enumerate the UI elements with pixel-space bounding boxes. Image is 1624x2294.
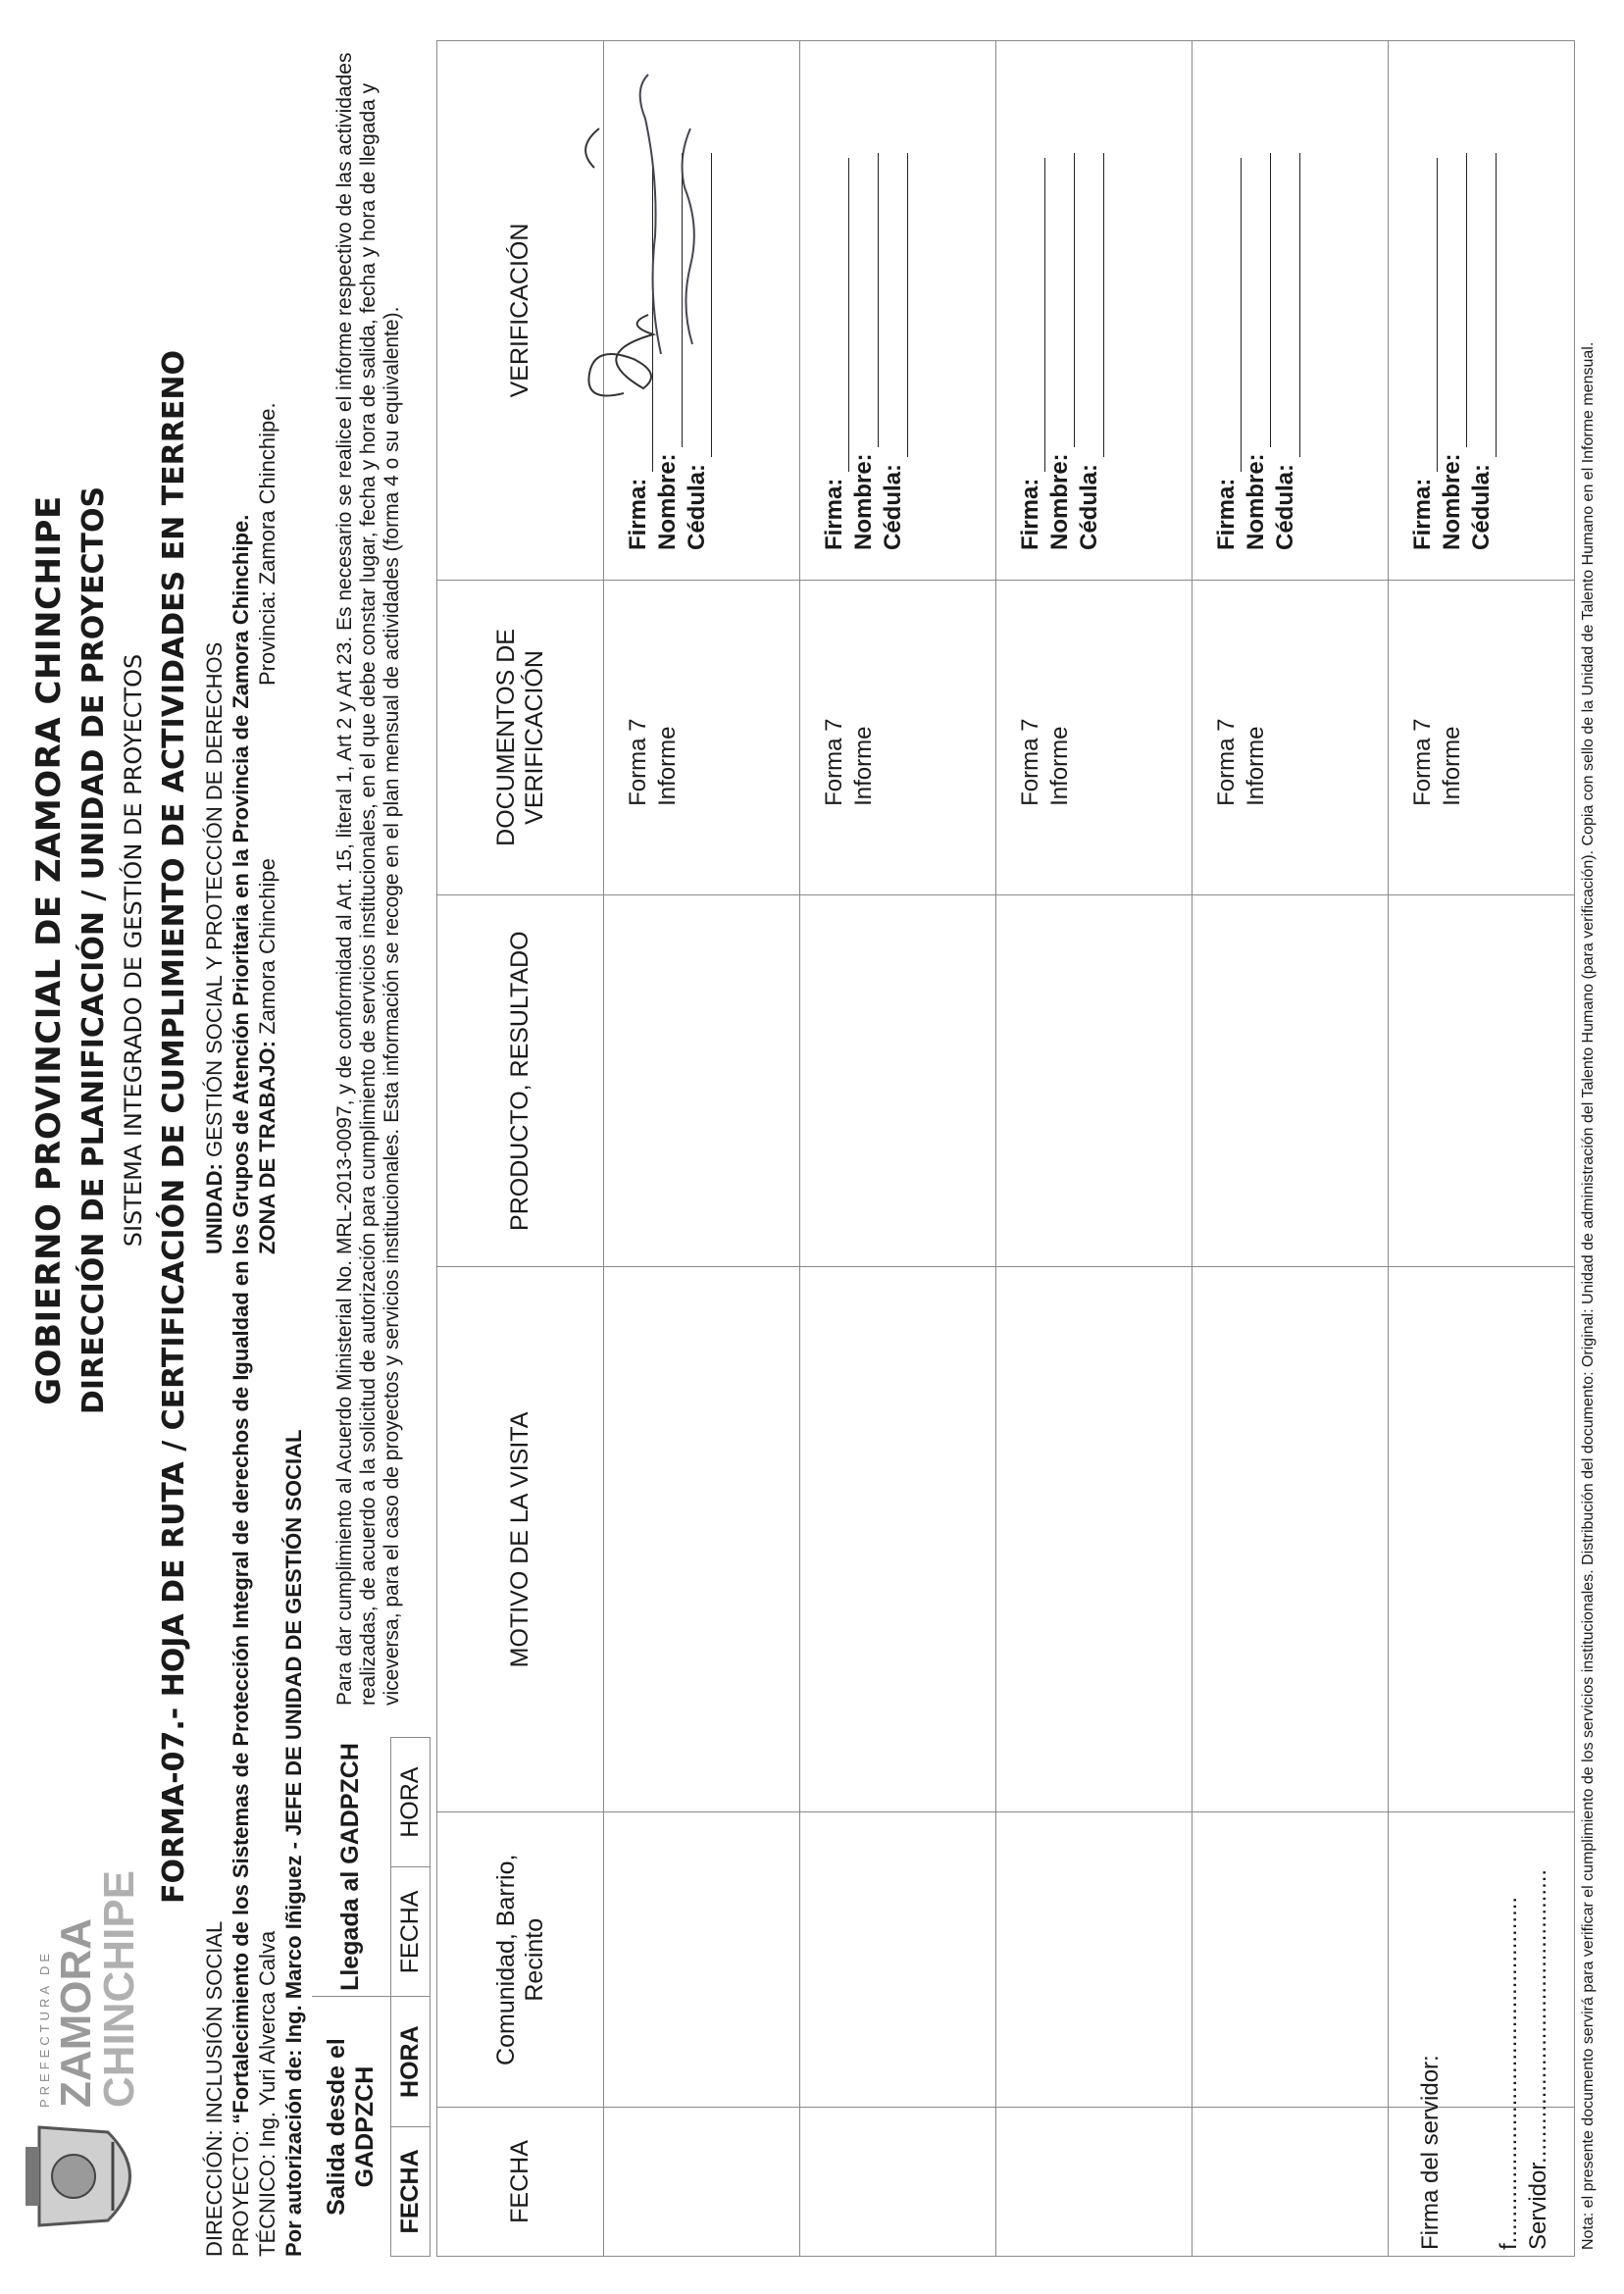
unidad-value: GESTIÓN SOCIAL Y PROTECCIÓN DE DERECHOS <box>202 641 227 1157</box>
cedula-label: Cédula: <box>1468 464 1495 551</box>
llegada-fecha-header: FECHA <box>390 1867 430 1997</box>
servidor-line[interactable]: Servidor............................................. <box>1525 1868 1551 2250</box>
direccion-row <box>201 1921 228 2257</box>
nombre-label: Nombre: <box>1439 453 1465 551</box>
doc-forma: Forma 7 <box>1409 718 1436 806</box>
table-row <box>800 41 996 2257</box>
firma-line[interactable] <box>823 158 849 472</box>
provincia-label: Provincia: <box>255 590 279 686</box>
nombre-label: Nombre: <box>654 453 681 551</box>
doc-forma: Forma 7 <box>821 718 847 806</box>
proyecto-row <box>228 515 254 2257</box>
cell-verificacion[interactable] <box>1389 41 1575 581</box>
col-verificacion: VERIFICACIÓN <box>437 41 604 581</box>
nombre-label: Nombre: <box>850 453 877 551</box>
direccion-label: DIRECCIÓN: <box>202 2129 227 2257</box>
footer-note: Nota: el presente documento servirá para verificar el cumplimiento de los servicios institucionales. Distribución del documento: Original: Unidad de administración del Talento Humano (para verificación). Copia con sello de la Unidad de Talento Humano en el Informe mensual. <box>1580 341 1597 2250</box>
schedule-table <box>312 1737 431 2257</box>
header-line2: DIRECCIÓN DE PLANIFICACIÓN / UNIDAD DE PROYECTOS <box>76 485 111 1415</box>
unidad-row <box>201 642 228 1254</box>
firma-servidor-label: Firma del servidor: <box>1417 2055 1444 2250</box>
firma-line[interactable] <box>1411 158 1438 472</box>
cell-motivo[interactable] <box>800 1267 996 1812</box>
zona-value: Zamora Chinchipe <box>255 858 279 1035</box>
nombre-line[interactable] <box>852 153 879 447</box>
doc-forma: Forma 7 <box>1213 718 1240 806</box>
cell-documentos <box>604 581 800 895</box>
col-comunidad: Comunidad, Barrio, Recinto <box>437 1812 604 2108</box>
col-producto: PRODUCTO, RESULTADO <box>437 894 604 1267</box>
institution-logo <box>20 1869 167 2235</box>
tecnico-label: TÉCNICO: <box>255 2153 279 2257</box>
cell-fecha[interactable] <box>1193 2107 1389 2256</box>
table-row <box>604 41 800 2257</box>
cell-comunidad[interactable] <box>996 1812 1193 2108</box>
provincia-value: Zamora Chinchipe. <box>255 402 279 586</box>
unidad-label: UNIDAD: <box>202 1163 227 1254</box>
table-row <box>996 41 1193 2257</box>
cedula-line[interactable] <box>1470 153 1497 457</box>
cell-fecha[interactable] <box>996 2107 1193 2256</box>
firma-line[interactable]: f..................................................... <box>1496 1896 1522 2250</box>
col-fecha: FECHA <box>437 2107 604 2256</box>
cell-motivo[interactable] <box>1193 1267 1389 1812</box>
tecnico-value: Ing. Yuri Alverca Calva <box>255 1930 279 2148</box>
cedula-label: Cédula: <box>684 464 710 551</box>
zona-row <box>254 858 280 1254</box>
cell-fecha[interactable] <box>604 2107 800 2256</box>
cell-verificacion[interactable] <box>604 41 800 581</box>
firma-label: Firma: <box>1213 478 1240 551</box>
firma-label: Firma: <box>625 478 651 551</box>
activities-table <box>436 40 1575 2257</box>
cell-motivo[interactable] <box>1389 1267 1575 1812</box>
logo-line1: ZAMORA <box>52 1917 100 2108</box>
cell-documentos <box>996 581 1193 895</box>
tecnico-row <box>254 1931 280 2257</box>
firma-label: Firma: <box>821 478 847 551</box>
cell-comunidad[interactable] <box>800 1812 996 2108</box>
cedula-line[interactable] <box>1078 153 1104 457</box>
cell-documentos <box>1389 581 1575 895</box>
col-motivo: MOTIVO DE LA VISITA <box>437 1267 604 1812</box>
firma-line[interactable] <box>1215 158 1242 472</box>
doc-informe: Informe <box>1439 726 1465 806</box>
table-row <box>1193 41 1389 2257</box>
doc-informe: Informe <box>1046 726 1073 806</box>
cell-verificacion[interactable] <box>800 41 996 581</box>
firma-line[interactable] <box>1019 158 1045 472</box>
provincia-row <box>254 402 280 686</box>
cell-motivo[interactable] <box>604 1267 800 1812</box>
cedula-line[interactable] <box>882 153 908 457</box>
header-line3: SISTEMA INTEGRADO DE GESTIÓN DE PROYECTOS <box>120 653 147 1248</box>
nombre-label: Nombre: <box>1243 453 1269 551</box>
logo-line2: CHINCHIPE <box>95 1869 143 2108</box>
doc-informe: Informe <box>850 726 877 806</box>
nombre-label: Nombre: <box>1046 453 1073 551</box>
nombre-line[interactable] <box>1244 153 1271 447</box>
cell-documentos <box>800 581 996 895</box>
zona-label: ZONA DE TRABAJO: <box>255 1041 279 1254</box>
cell-producto[interactable] <box>1193 894 1389 1267</box>
direccion-value: INCLUSIÓN SOCIAL <box>202 1920 227 2124</box>
legal-text: Para dar cumplimiento al Acuerdo Ministerial No. MRL-2013-0097, y de conformidad al Art. 15, literal 1, Art 2 y Art 23. Es necesario se realice el informe respectivo de las actividades realizadas, de acuerdo a la solicitud de autorización para cumplimiento de servicios institucionales, en el que debe constar lugar, fecha y hora de salida, fecha y hora de llegada y viceversa, para el caso de proyectos y servicios institucionales. Esta información se recoge en el plan mensual de actividades (forma 4 o su equivalente). <box>333 52 403 1706</box>
doc-informe: Informe <box>1243 726 1269 806</box>
coat-of-arms-icon <box>20 2117 157 2235</box>
salida-fecha-header: FECHA <box>390 2126 430 2256</box>
doc-forma: Forma 7 <box>625 718 651 806</box>
header-line1: GOBIERNO PROVINCIAL DE ZAMORA CHINCHIPE <box>29 495 69 1405</box>
salida-header: Salida desde el GADPZCH <box>312 1997 390 2257</box>
llegada-hora-header: HORA <box>390 1738 430 1867</box>
cell-producto[interactable] <box>996 894 1193 1267</box>
cell-motivo[interactable] <box>996 1267 1193 1812</box>
nombre-line[interactable] <box>1048 153 1075 447</box>
cell-producto[interactable] <box>604 894 800 1267</box>
nombre-line[interactable] <box>1441 153 1467 447</box>
cell-verificacion[interactable] <box>996 41 1193 581</box>
cedula-label: Cédula: <box>880 464 906 551</box>
cedula-line[interactable] <box>1274 153 1300 457</box>
cell-comunidad[interactable] <box>604 1812 800 2108</box>
logo-prefix: PREFECTURA DE <box>37 1949 52 2108</box>
doc-informe: Informe <box>654 726 681 806</box>
col-documentos: DOCUMENTOS DE VERIFICACIÓN <box>437 581 604 895</box>
cedula-label: Cédula: <box>1076 464 1102 551</box>
cedula-label: Cédula: <box>1272 464 1298 551</box>
cell-comunidad[interactable] <box>1193 1812 1389 2108</box>
cell-producto[interactable] <box>1389 894 1575 1267</box>
firma-label: Firma: <box>1409 478 1436 551</box>
cell-verificacion[interactable] <box>1193 41 1389 581</box>
firma-label: Firma: <box>1017 478 1043 551</box>
form-title: FORMA-07.- HOJA DE RUTA / CERTIFICACIÓN DE CUMPLIMIENTO DE ACTIVIDADES EN TERRENO <box>157 350 191 1904</box>
cell-fecha[interactable] <box>800 2107 996 2256</box>
handwritten-signature <box>565 60 712 413</box>
cell-producto[interactable] <box>800 894 996 1267</box>
proyecto-label: PROYECTO: <box>228 2129 253 2257</box>
cell-documentos <box>1193 581 1389 895</box>
doc-forma: Forma 7 <box>1017 718 1043 806</box>
proyecto-value: “Fortalecimiento de los Sistemas de Protección Integral de derechos de Igualdad en los Grupos de Atención Prioritaria en la Provincia de Zamora Chinchipe. <box>228 514 253 2124</box>
autorizacion-row: Por autorización de: Ing. Marco Iñiguez - JEFE DE UNIDAD DE GESTIÓN SOCIAL <box>281 1429 306 2257</box>
llegada-header: Llegada al GADPZCH <box>312 1738 390 1998</box>
salida-hora-header: HORA <box>390 1997 430 2126</box>
